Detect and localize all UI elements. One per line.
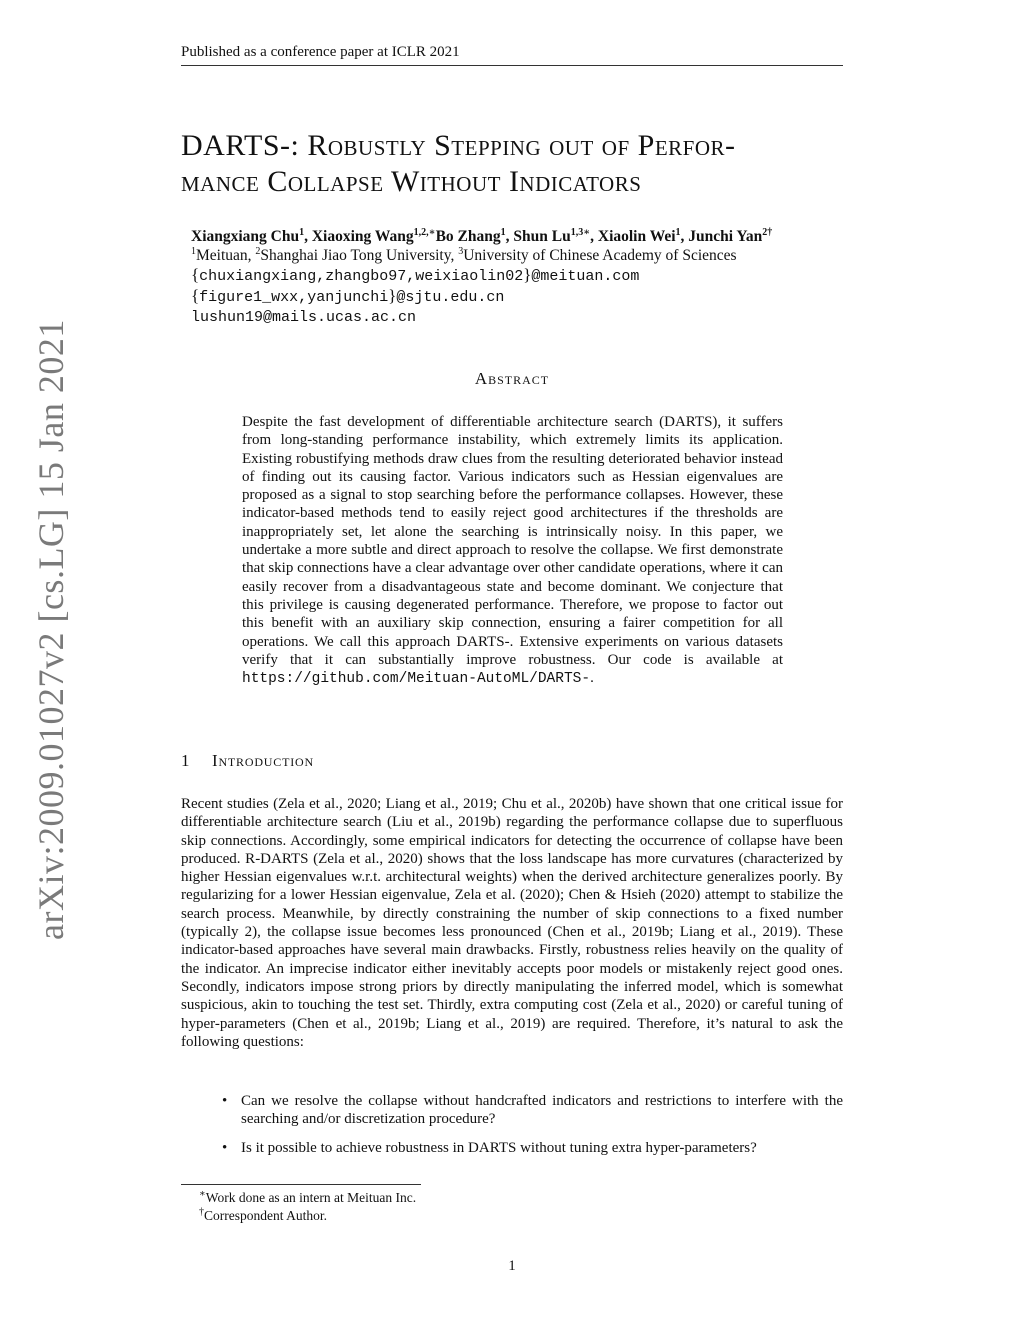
title-line-2: mance Collapse Without Indicators <box>181 165 642 198</box>
author-block <box>191 227 851 327</box>
section-number: 1 <box>181 751 191 770</box>
email-domain: @sjtu.edu.cn <box>396 289 505 306</box>
arxiv-stamp: arXiv:2009.01027v2 [cs.LG] 15 Jan 2021 <box>31 319 71 940</box>
email-address: lushun19@mails.ucas.ac.cn <box>191 309 417 326</box>
abstract-text: Despite the fast development of differentiable architecture search (DARTS), it suffers from long-standing performance instability, which extremely limits its application. Existing robustifying methods draw clues from the resulting deteriorated behavior instead of finding out its causing factor. Various indicators such as Hessian eigenvalues are proposed as a signal to stop searching before the performance collapses. However, these indicator-based methods tend to easily reject good architectures if the thresholds are inappropriately set, let alone the searching is intrinsically noisy. In this paper, we undertake a more subtle and direct approach to resolve the collapse. We first demonstrate that skip connections have a clear advantage over other candidate operations, where it can easily recover from a disadvantageous state and become dominant. We conjecture that this privilege is causing degenerated performance. Therefore, we propose to factor out this benefit with an auxiliary skip connection, ensuring a fairer competition for all operations. We call this approach DARTS-. Extensive experiments on various datasets verify that it can substantially improve robustness. Our code is available at <box>242 414 783 668</box>
title-line-1: DARTS-: Robustly Stepping out of Perfor- <box>181 129 736 162</box>
affil-mark: 2 <box>255 245 261 257</box>
author-name: Xiaolin Wei <box>597 228 676 245</box>
footnote-divider <box>181 1184 421 1185</box>
list-item <box>222 1139 843 1157</box>
author-name: Xiangxiang Chu <box>191 228 300 245</box>
email-line-2: {figure1_wxx,yanjunchi}@sjtu.edu.cn <box>191 286 505 306</box>
footnote-text: Correspondent Author. <box>204 1208 327 1223</box>
affiliation: Meituan, <box>196 247 256 264</box>
footnote-1 <box>199 1189 416 1207</box>
abstract-end: . <box>590 670 594 687</box>
bullet-icon: • <box>222 1093 228 1109</box>
email-line-3 <box>191 307 851 327</box>
question-list <box>222 1092 843 1167</box>
footnotes <box>199 1189 416 1225</box>
affiliation: Shanghai Jiao Tong University, <box>260 247 459 264</box>
author-note-mark: ∗ <box>428 226 436 238</box>
email-domain: @meituan.com <box>531 268 640 285</box>
footnote-text: Work done as an intern at Meituan Inc. <box>205 1190 417 1205</box>
author-name: Junchi Yan <box>688 228 763 245</box>
author-name: Bo Zhang <box>435 228 501 245</box>
affil-mark: 1 <box>191 245 196 257</box>
email-users: figure1_wxx,yanjunchi <box>199 289 389 306</box>
page-number: 1 <box>508 1258 516 1274</box>
author-list: Xiangxiang Chu$^1$, Xiaoxing Wang$^{1,2,∗}$Bo Zhang$^1$, Shun $Lu^{1,3∗}$, Xiaolin Wei$^1$, Junchi Yan$^{2\dagger}$ <box>191 226 773 245</box>
author-affil-mark: 1,3∗ <box>570 226 591 238</box>
abstract-body <box>242 413 783 688</box>
paper-title <box>181 128 851 200</box>
author-name: Xiaoxing Wang <box>311 228 414 245</box>
introduction-paragraph: Recent studies (Zela et al., 2020; Liang et al., 2019; Chu et al., 2020b) have shown that one critical issue for differentiable architecture search (Liu et al., 2019b) regarding the performance collapse due to superfluous skip connections. Accordingly, some empirical indicators for detecting the occurrence of collapse have been produced. R-DARTS (Zela et al., 2020) shows that the loss landscape has more curvatures (characterized by higher Hessian eigenvalues w.r.t. architectural weights) when the derived architecture generalizes poorly. By regularizing for a lower Hessian eigenvalue, Zela et al. (2020); Chen & Hsieh (2020) attempt to stabilize the search process. Meanwhile, by directly constraining the number of skip connections to a fixed number (typically 2), the collapse issue becomes less pronounced (Chen et al., 2019b; Liang et al., 2019). These indicator-based approaches have several main drawbacks. Firstly, robustness relies heavily on the quality of the indicator. An imprecise indicator either inevitably accepts poor models or mistakenly reject good ones. Secondly, indicators impose strong priors by directly manipulating the inferred model, which is somewhat suspicious, akin to touching the test set. Thirdly, extra computing cost (Zela et al., 2020) or careful tuning of hyper-parameters (Chen et al., 2019b; Liang et al., 2019) are required. Therefore, it’s natural to ask the following questions: <box>181 796 843 1050</box>
affil-mark: 3 <box>458 245 464 257</box>
author-affil-mark: 1 <box>500 226 506 238</box>
author-affil-mark: 2† <box>762 226 773 238</box>
running-header: Published as a conference paper at ICLR 2021 <box>181 44 843 66</box>
affiliation: University of Chinese Academy of Sciences <box>463 247 737 264</box>
footnote-mark: ∗ <box>199 1188 206 1200</box>
affiliations <box>191 246 851 265</box>
author-name: Shun Lu <box>513 228 571 245</box>
bullet-icon: • <box>222 1139 228 1156</box>
list-item-text: Is it possible to achieve robustness in DARTS without tuning extra hyper-parameters? <box>241 1139 757 1156</box>
section-title: Introduction <box>212 751 314 770</box>
footnote-2 <box>199 1207 416 1225</box>
email-users: chuxiangxiang,zhangbo97,weixiaolin02 <box>199 268 524 285</box>
section-heading-introduction <box>181 751 314 771</box>
list-item-text: Can we resolve the collapse without handcrafted indicators and restrictions to interfere with the searching and/or discretization procedure? <box>241 1093 843 1128</box>
email-line-1: {chuxiangxiang,zhangbo97,weixiaolin02}@meituan.com <box>191 265 640 285</box>
list-item <box>222 1092 843 1129</box>
footnote-mark: † <box>199 1206 204 1218</box>
author-affil-mark: 1 <box>299 226 305 238</box>
author-affil-mark: 1 <box>675 226 681 238</box>
author-affil-mark: 1,2, <box>413 226 429 238</box>
abstract-heading: Abstract <box>474 369 550 388</box>
code-link[interactable]: https://github.com/Meituan-AutoML/DARTS- <box>242 671 591 688</box>
